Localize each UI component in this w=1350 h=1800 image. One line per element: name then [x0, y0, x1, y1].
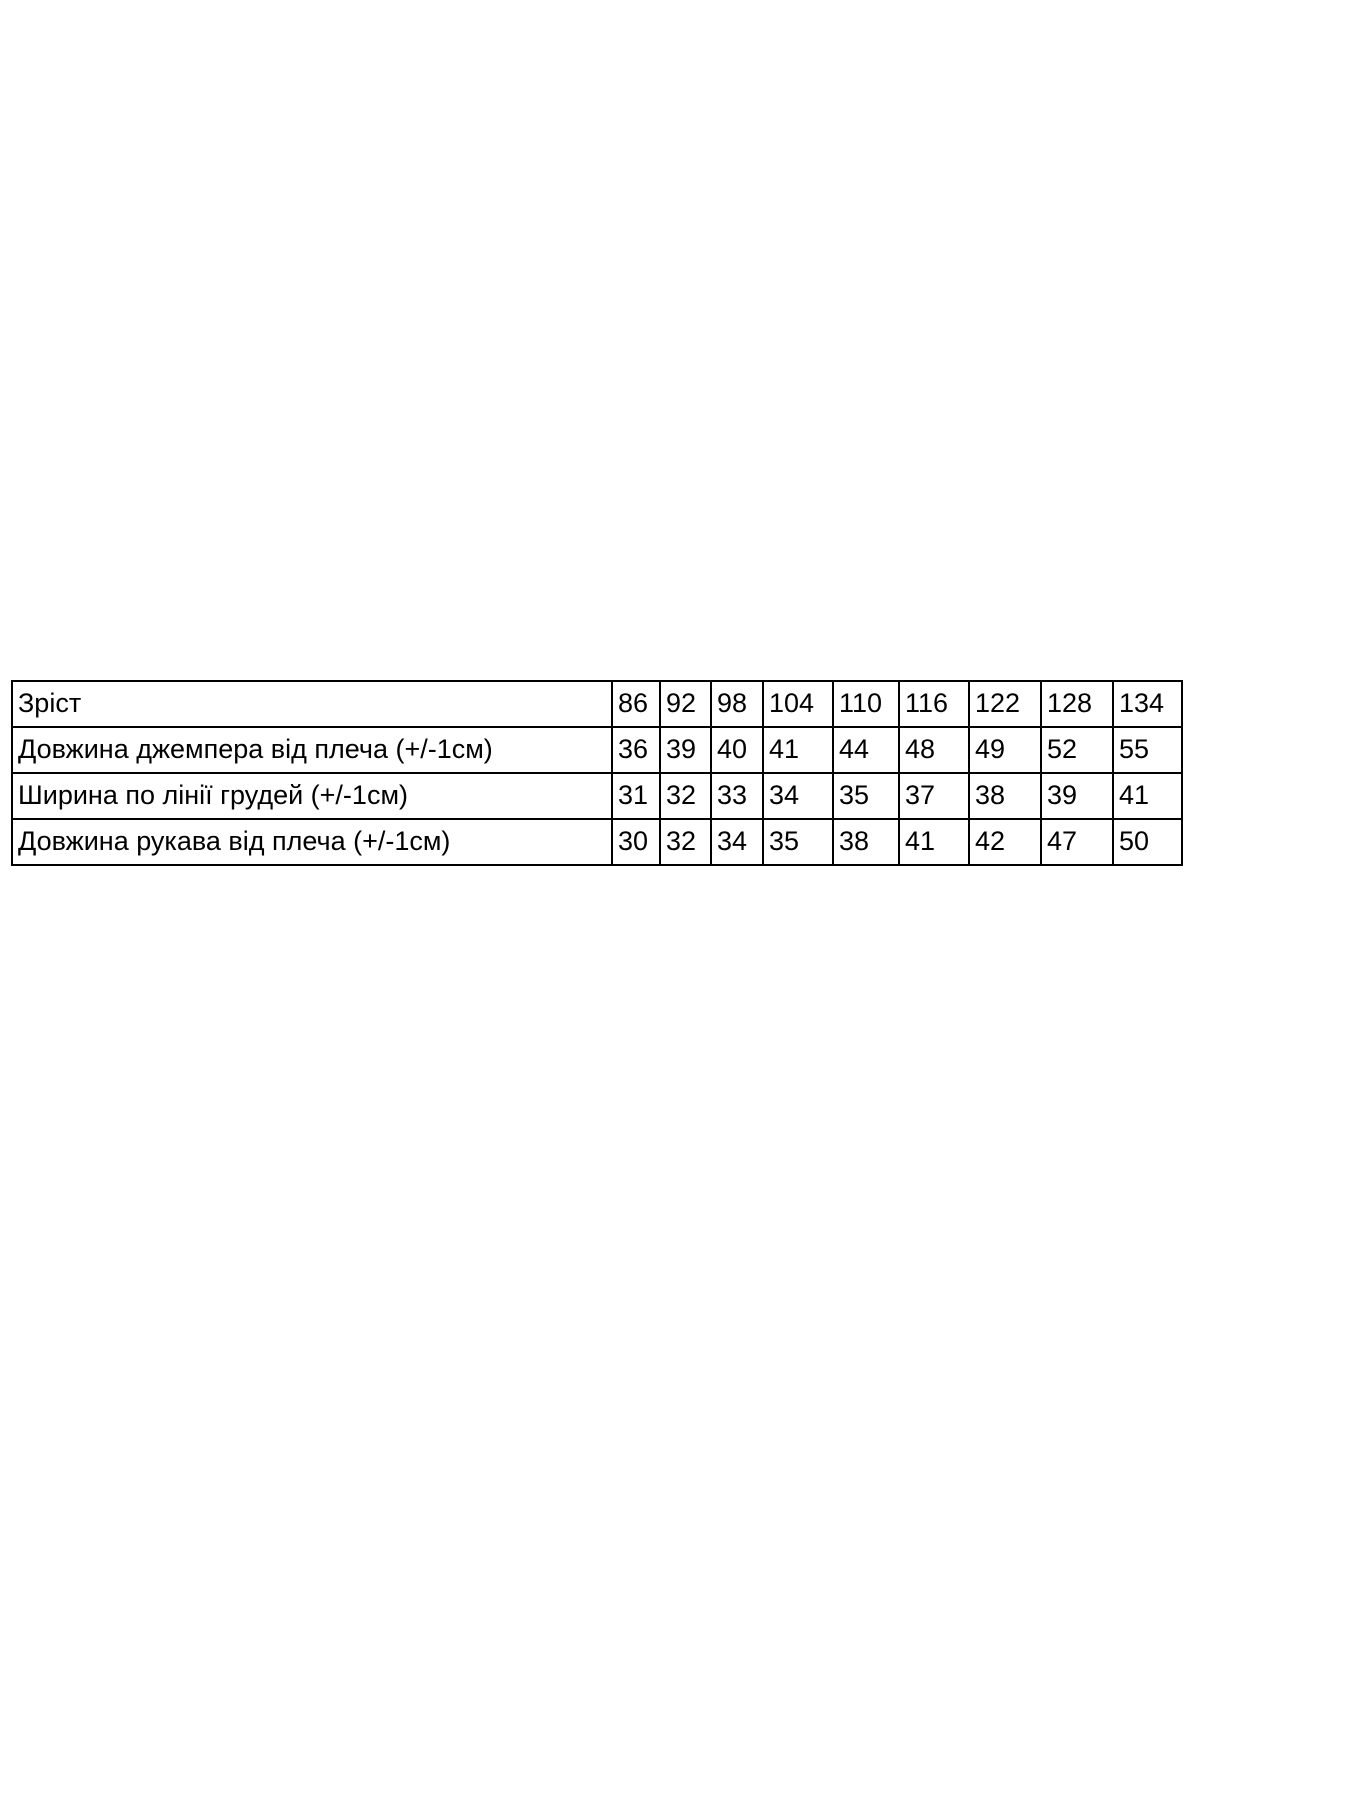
table-row: [13, 820, 1181, 864]
table-cell: 42: [970, 820, 1042, 864]
table-cell: 47: [1042, 820, 1114, 864]
table-cell: 38: [834, 820, 900, 864]
table-cell: 134: [1114, 682, 1181, 728]
table-cell: 33: [712, 774, 764, 820]
table-cell: 122: [970, 682, 1042, 728]
table-cell: 86: [613, 682, 661, 728]
table-cell: 52: [1042, 728, 1114, 774]
table-cell: 30: [613, 820, 661, 864]
table-cell: 128: [1042, 682, 1114, 728]
table-cell: 36: [613, 728, 661, 774]
row-label: Ширина по лінії грудей (+/-1см): [13, 774, 613, 820]
table-cell: 37: [900, 774, 970, 820]
table-cell: 39: [661, 728, 712, 774]
table-row: [13, 682, 1181, 728]
row-label: Довжина джемпера від плеча (+/-1см): [13, 728, 613, 774]
table-cell: 32: [661, 820, 712, 864]
table-cell: 34: [764, 774, 834, 820]
table-cell: 41: [1114, 774, 1181, 820]
table-cell: 55: [1114, 728, 1181, 774]
table-cell: 92: [661, 682, 712, 728]
table-cell: 39: [1042, 774, 1114, 820]
table-cell: 116: [900, 682, 970, 728]
table-cell: 32: [661, 774, 712, 820]
table-cell: 38: [970, 774, 1042, 820]
table-row: [13, 774, 1181, 820]
table-cell: 50: [1119, 826, 1150, 856]
table-cell: 41: [764, 728, 834, 774]
table-cell: 40: [712, 728, 764, 774]
table-cell: 98: [712, 682, 764, 728]
table-cell: 44: [834, 728, 900, 774]
table-cell: 110: [834, 682, 900, 728]
row-label: Зріст: [13, 682, 613, 728]
table-cell: 35: [834, 774, 900, 820]
table-row: [13, 728, 1181, 774]
table-cell: 49: [970, 728, 1042, 774]
table-cell: 31: [613, 774, 661, 820]
table-cell: 104: [764, 682, 834, 728]
table-cell: 35: [764, 820, 834, 864]
row-label: Довжина рукава від плеча (+/-1см): [13, 820, 613, 864]
table-cell: 34: [712, 820, 764, 864]
table-cell: 41: [900, 820, 970, 864]
size-chart-table: [11, 680, 1183, 866]
table-cell: 48: [900, 728, 970, 774]
size-chart-container: [11, 680, 1165, 866]
